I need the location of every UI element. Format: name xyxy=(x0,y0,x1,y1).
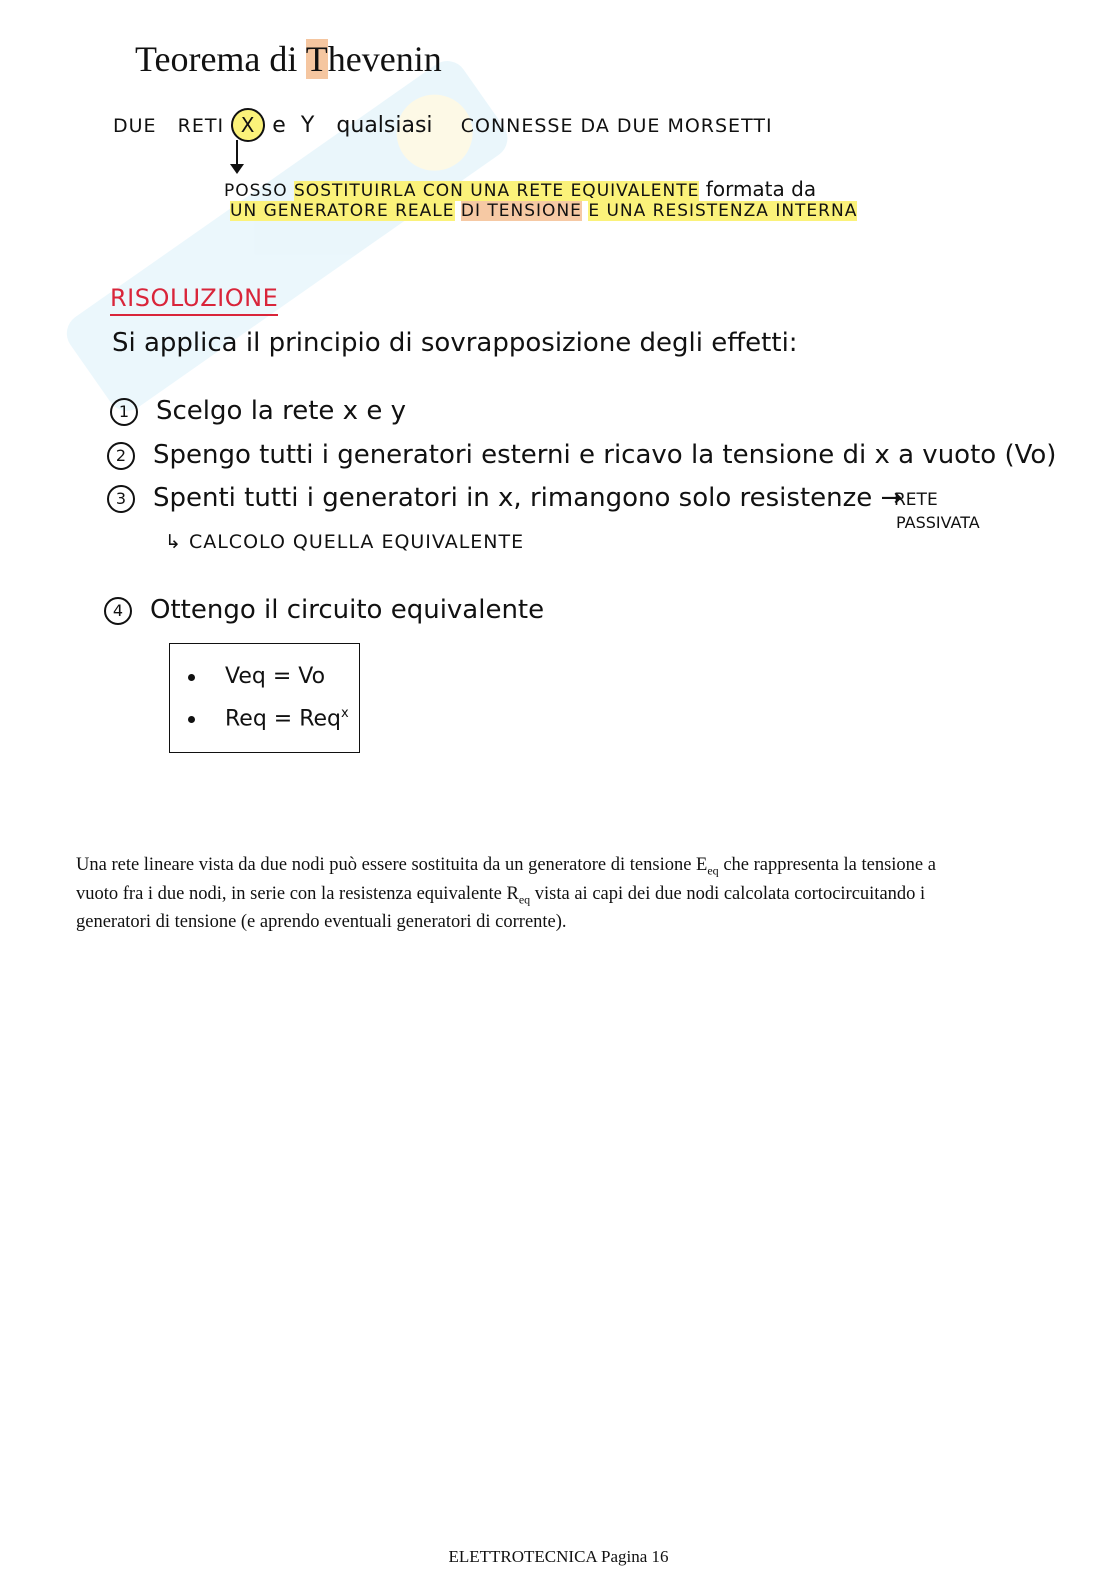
rete-tag: RETE xyxy=(894,490,938,510)
veq-line: Veq = Vo xyxy=(188,664,325,689)
step-number: 4 xyxy=(104,597,132,625)
passivata-tag: PASSIVATA xyxy=(896,513,980,532)
definition-paragraph: Una rete lineare vista da due nodi può essere sostituita da un generatore di tensione $E_{eq}$ che rappresenta la tensione a vuoto fra i due nodi, in serie con la resistenza equivalente $R_{eq}$ vista ai capi dei due nodi calcolata cortocircuitando i generatori di tensione (e aprendo eventuali generatori di corrente). xyxy=(76,855,936,933)
step-number: 3 xyxy=(107,485,135,513)
equivalent-box xyxy=(169,643,360,753)
down-arrow-icon xyxy=(230,164,244,174)
page-title: Teorema di Thevenin xyxy=(135,39,442,79)
note-line-1: POSSO SOSTITUIRLA CON UNA RETE EQUIVALENTE formata da xyxy=(224,177,817,201)
bullet-icon xyxy=(188,674,195,681)
page-footer: ELETTROTECNICA Pagina 16 xyxy=(448,1547,669,1566)
step-number: 1 xyxy=(110,398,138,426)
note-line-2: UN GENERATORE REALE DI TENSIONE E UNA RESISTENZA INTERNA xyxy=(230,201,858,221)
bullet-icon xyxy=(188,716,195,723)
step-4: 4 Ottengo il circuito equivalente xyxy=(104,595,544,625)
step-number: 2 xyxy=(107,442,135,470)
step-3: 3 Spenti tutti i generatori in x, rimangono solo resistenze → xyxy=(107,483,902,513)
x-circle: X xyxy=(231,108,265,142)
step-1: 1 Scelgo la rete x e y xyxy=(110,396,406,426)
step-3-sub: ↳ CALCOLO QUELLA EQUIVALENTE xyxy=(165,531,525,553)
req-line: Req = Req$^x$ xyxy=(188,706,349,731)
intro-line: DUE RETI X e Y qualsiasi CONNESSE DA DUE MORSETTI xyxy=(113,108,773,142)
risoluzione-intro: Si applica il principio di sovrapposizione degli effetti: xyxy=(112,328,798,358)
step-2: 2 Spengo tutti i generatori esterni e ricavo la tensione di x a vuoto (Vo) xyxy=(107,440,1056,470)
risoluzione-heading: RISOLUZIONE xyxy=(110,284,278,316)
